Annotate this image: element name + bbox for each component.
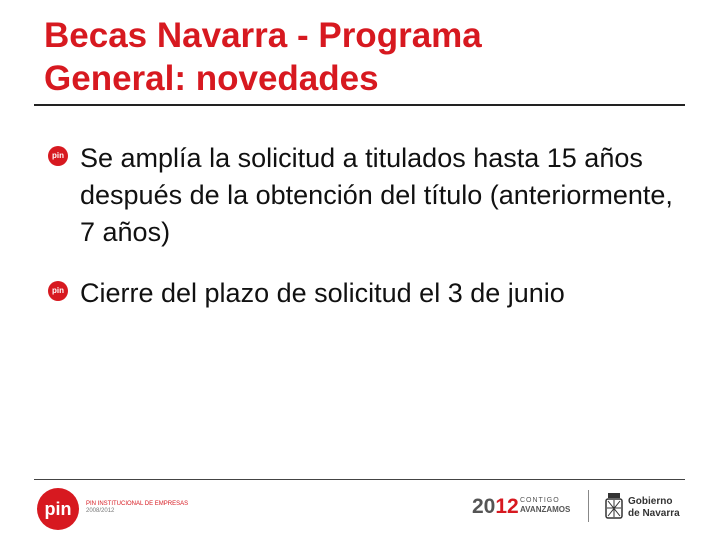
bullet-text: Se amplía la solicitud a titulados hasta 15 años después de la obtención del título (anteriormente, 7 años): [80, 143, 673, 247]
list-item: [44, 275, 684, 312]
pin-tagline: [86, 501, 206, 515]
avanzamos-text: AVANZAMOS: [520, 505, 571, 514]
gov-line-2: de Navarra: [628, 508, 680, 519]
contigo-text: CONTIGO: [520, 497, 560, 504]
list-item: [44, 140, 684, 251]
gobierno-navarra-logo: [628, 496, 680, 520]
pin-tagline-line2: 2008/2012: [86, 508, 115, 514]
year-prefix: 20: [472, 495, 496, 518]
navarra-crest-icon: [605, 492, 623, 520]
title-line-2: General: novedades: [44, 59, 379, 98]
year-suffix: 12: [495, 495, 519, 518]
bullet-text: Cierre del plazo de solicitud el 3 de junio: [80, 278, 565, 308]
year-2012-logo: [472, 495, 519, 519]
title-line-1: Becas Navarra - Programa: [44, 16, 482, 55]
pin-logo: pin: [37, 488, 79, 530]
footer-logo-separator: [588, 490, 589, 522]
title-divider: [34, 104, 685, 106]
slide-title: [44, 14, 684, 100]
gov-line-1: Gobierno: [628, 496, 673, 507]
bullet-list: [44, 140, 684, 336]
contigo-avanzamos-logo: [520, 496, 570, 514]
pin-bullet-icon: pin: [48, 146, 68, 166]
footer-divider: [34, 479, 685, 480]
pin-tagline-line1: PIN INSTITUCIONAL DE EMPRESAS: [86, 501, 189, 507]
pin-bullet-icon: pin: [48, 281, 68, 301]
